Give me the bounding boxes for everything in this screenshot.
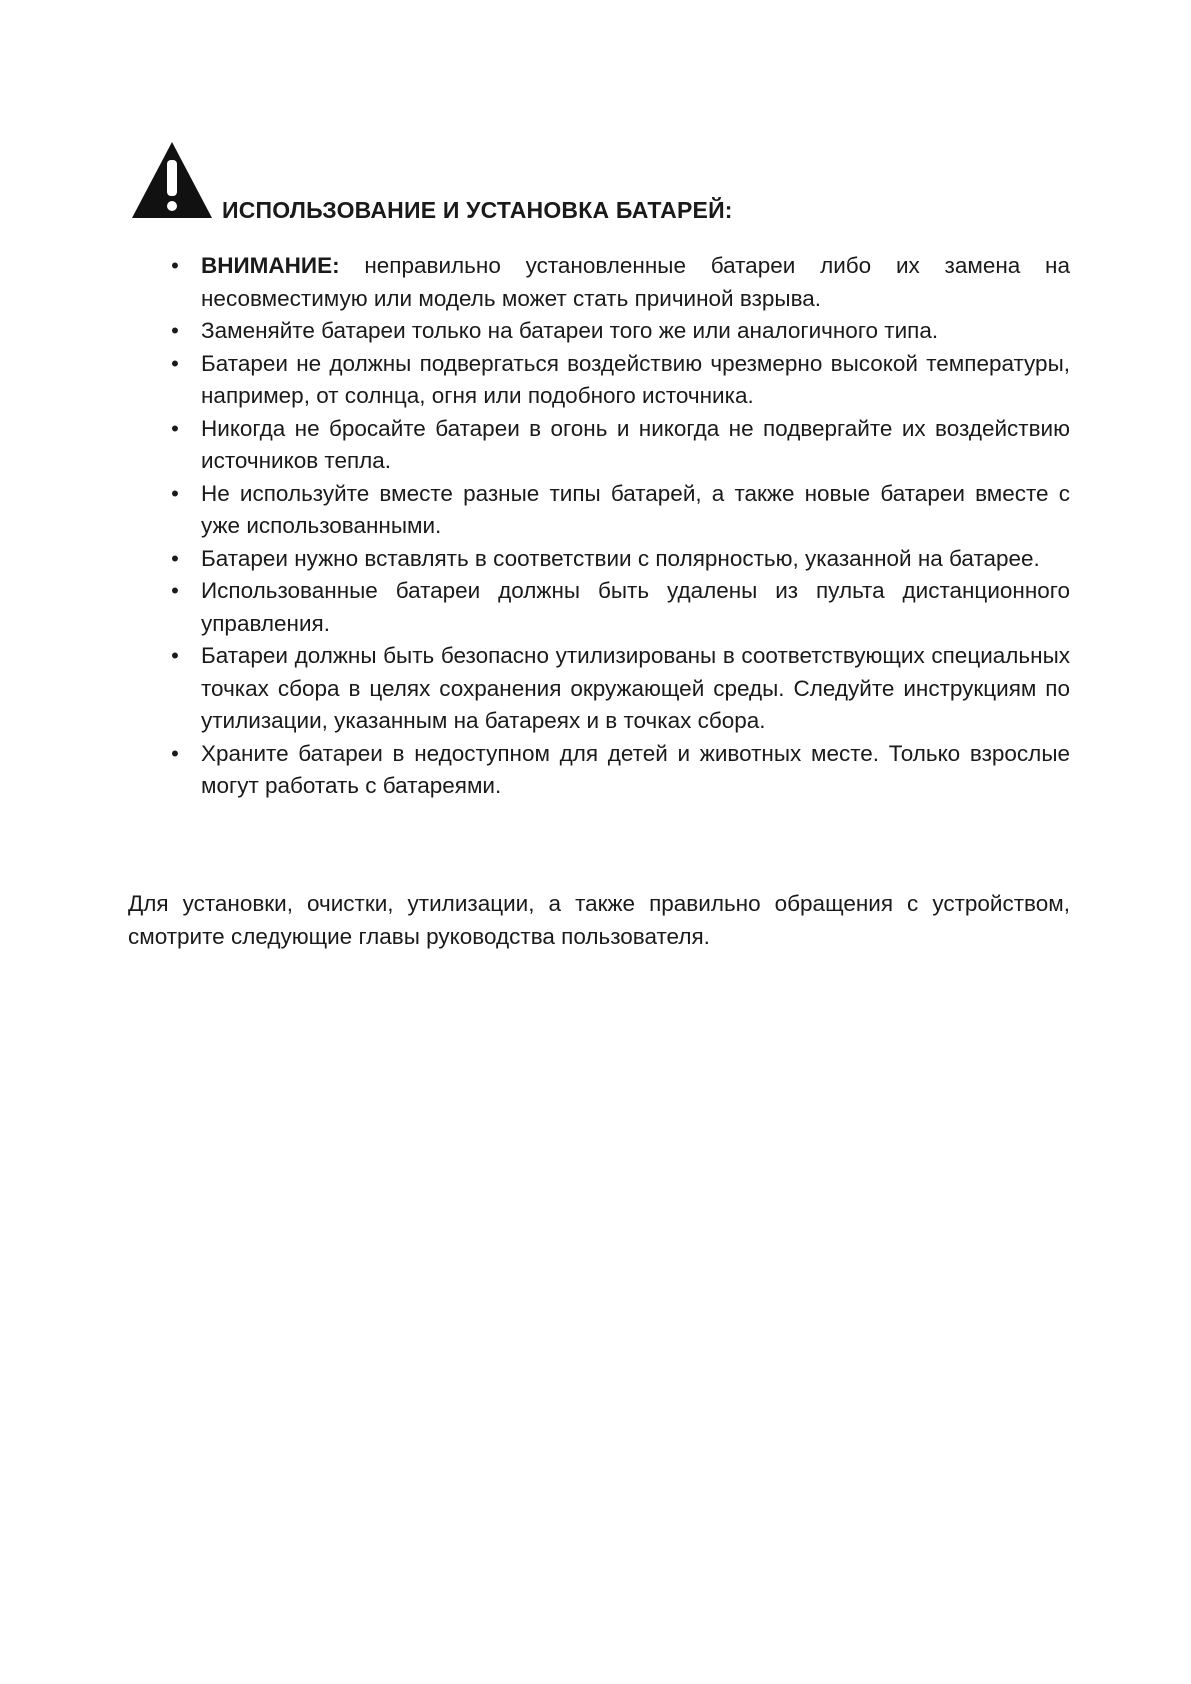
closing-note: Для установки, очистки, утилизации, а также правильно обращения с устройством, смотрите следующие главы руководства пользователя. bbox=[128, 891, 1070, 949]
list-item-text: Не используйте вместе разные типы батарей, а также новые батареи вместе с уже использованными. bbox=[201, 480, 1070, 538]
list-item bbox=[165, 315, 1070, 348]
list-item-text: Храните батареи в недоступном для детей и животных месте. Только взрослые могут работать с батареями. bbox=[201, 740, 1070, 798]
list-item-text: Использованные батареи должны быть удалены из пульта дистанционного управления. bbox=[201, 578, 1070, 636]
warning-triangle-icon bbox=[130, 140, 214, 224]
list-item-text: Никогда не бросайте батареи в огонь и никогда не подвергайте их воздействию источников тепла. bbox=[201, 415, 1070, 473]
list-item-text: Заменяйте батареи только на батареи того же или аналогичного типа. bbox=[201, 318, 939, 343]
bullet: • bbox=[171, 253, 179, 278]
bullet: • bbox=[171, 740, 179, 766]
list-item-text: неправильно установленные батареи либо их замена на несовместимую или модель может стать причиной взрыва. bbox=[201, 253, 1070, 311]
warning-label: ВНИМАНИЕ: bbox=[201, 253, 340, 278]
section-heading bbox=[130, 140, 1070, 230]
list-item bbox=[165, 640, 1070, 738]
list-item-text: Батареи не должны подвергаться воздействию чрезмерно высокой температуры, например, от солнца, огня или подобного источника. bbox=[201, 350, 1070, 408]
list-item-text: Батареи нужно вставлять в соответствии с полярностью, указанной на батарее. bbox=[201, 545, 1040, 571]
bullet: • bbox=[171, 578, 179, 603]
bullet: • bbox=[171, 480, 179, 506]
bullet: • bbox=[171, 545, 179, 571]
list-item bbox=[165, 348, 1070, 413]
list-item-text: Батареи должны быть безопасно утилизированы в соответствующих специальных точках сбора в целях сохранения окружающей среды. Следуйте инструкциям по утилизации, указанным на батареях и в точках сбора. bbox=[201, 643, 1070, 733]
bullet: • bbox=[171, 350, 179, 376]
battery-rules-list bbox=[165, 250, 1070, 803]
list-item bbox=[165, 738, 1070, 803]
bullet: • bbox=[171, 415, 179, 441]
bullet: • bbox=[171, 318, 179, 343]
list-item bbox=[165, 543, 1070, 576]
list-item bbox=[165, 478, 1070, 543]
list-item bbox=[165, 250, 1070, 315]
list-item bbox=[165, 575, 1070, 640]
bullet: • bbox=[171, 643, 179, 668]
list-item bbox=[165, 413, 1070, 478]
section-title: ИСПОЛЬЗОВАНИЕ И УСТАНОВКА БАТАРЕЙ: bbox=[222, 197, 733, 223]
